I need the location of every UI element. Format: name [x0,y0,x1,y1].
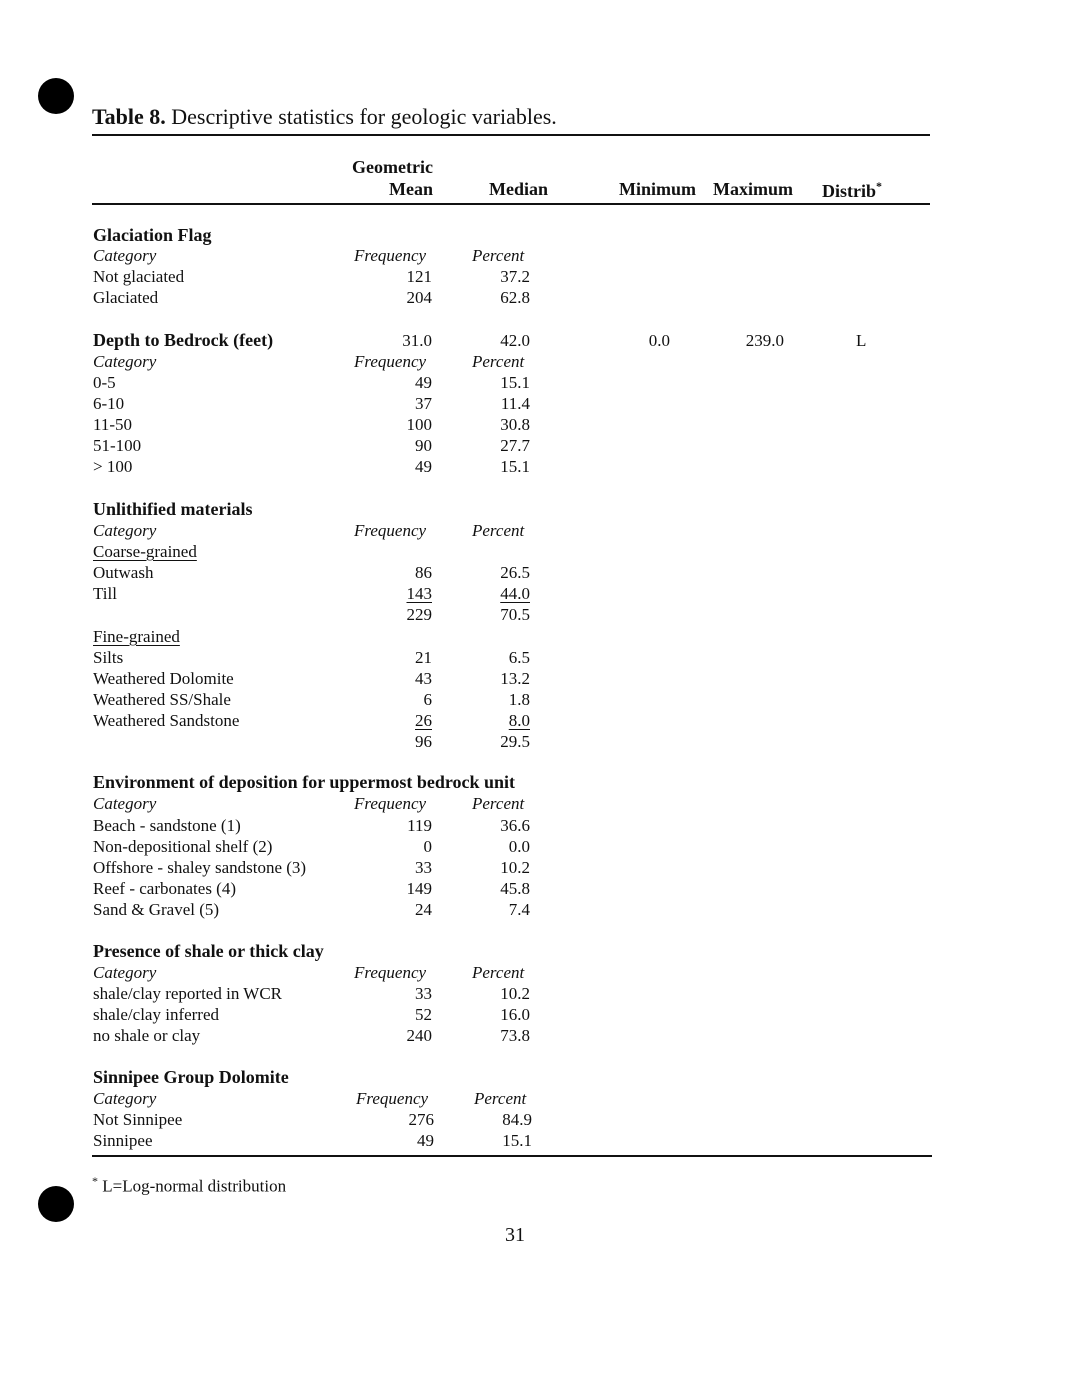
row-frequency: 149 [406,879,432,898]
row-label: Till [93,584,117,603]
row-label: 6-10 [93,394,125,413]
subheader-category: Category [93,352,157,371]
subheader-frequency: Frequency [354,352,427,371]
row-percent: 37.2 [500,267,530,286]
row-percent: 13.2 [500,669,530,688]
subtotal-frequency: 96 [415,732,432,751]
subheader-frequency: Frequency [354,794,427,813]
row-percent: 15.1 [500,373,530,392]
stat-distrib: L [856,331,867,350]
header-distrib [800,179,882,202]
row-frequency: 276 [408,1110,434,1129]
row-percent: 7.4 [508,900,530,919]
row-frequency: 21 [415,648,432,667]
row-label: shale/clay reported in WCR [93,984,282,1003]
row-percent: 30.8 [500,415,530,434]
stat-maximum: 239.0 [745,331,784,350]
row-percent: 6.5 [508,648,530,667]
stat-minimum: 0.0 [648,331,670,350]
subheader-frequency: Frequency [356,1089,429,1108]
row-label: Not Sinnipee [93,1110,183,1129]
row-percent: 26.5 [500,563,530,582]
row-frequency: 204 [406,288,432,307]
row-percent: 15.1 [500,457,530,476]
row-percent: 73.8 [500,1026,530,1045]
row-label: 51-100 [93,436,142,455]
subheader-frequency: Frequency [354,521,427,540]
header-distrib-mark: * [876,179,882,193]
stat-mean: 31.0 [402,331,432,350]
row-percent: 84.9 [502,1110,532,1129]
subtotal-frequency: 229 [406,605,432,624]
row-frequency: 33 [415,984,432,1003]
row-frequency: 24 [415,900,432,919]
row-frequency: 119 [407,816,432,835]
row-frequency: 90 [415,436,432,455]
subtotal-percent: 29.5 [500,732,530,751]
row-label: 0-5 [93,373,116,392]
bottom-rule [92,1155,932,1157]
row-percent: 27.7 [500,436,530,455]
row-percent [470,710,530,731]
section-title: Presence of shale or thick clay [93,941,324,961]
row-label: Non-depositional shelf (2) [93,837,273,856]
row-frequency: 121 [406,267,432,286]
row-label: 11-50 [93,415,133,434]
row-label: shale/clay inferred [93,1005,220,1024]
row-label: Sand & Gravel (5) [93,900,220,919]
subheader-category: Category [93,521,157,540]
row-percent [470,583,530,604]
row-label: Weathered Sandstone [93,711,240,730]
top-rule [92,134,930,136]
subheader-category: Category [93,246,157,265]
footnote-text: L=Log-normal distribution [102,1176,287,1196]
row-percent: 15.1 [502,1131,532,1150]
row-frequency: 52 [415,1005,432,1024]
header-geometric: Geometric [352,157,433,177]
row-label: Weathered SS/Shale [93,690,231,709]
row-frequency: 33 [415,858,432,877]
header-mean: Mean [389,179,433,199]
stat-median: 42.0 [500,331,530,350]
binder-hole-bottom [38,1186,74,1222]
row-label: Weathered Dolomite [93,669,234,688]
footnote [92,1174,286,1197]
row-percent: 1.8 [508,690,530,709]
section-title: Depth to Bedrock (feet) [93,330,274,350]
page-number: 31 [505,1224,525,1246]
subheader-frequency: Frequency [354,246,427,265]
row-frequency: 49 [417,1131,434,1150]
row-frequency: 49 [415,373,432,392]
row-frequency: 86 [415,563,432,582]
row-frequency: 43 [415,669,432,688]
group-name: Fine-grained [93,627,180,646]
subheader-category: Category [93,963,157,982]
group-name: Coarse-grained [93,542,197,561]
row-frequency: 0 [423,837,432,856]
row-percent: 10.2 [500,984,530,1003]
row-percent-value: 44.0 [500,584,530,603]
row-frequency: 49 [415,457,432,476]
subheader-percent: Percent [472,794,525,813]
section-title: Environment of deposition for uppermost bedrock unit [93,772,516,792]
subheader-category: Category [93,1089,157,1108]
row-label: Offshore - shaley sandstone (3) [93,858,307,877]
row-percent: 16.0 [500,1005,530,1024]
section-title: Unlithified materials [93,499,253,519]
footnote-mark: * [92,1174,98,1188]
subheader-percent: Percent [474,1089,527,1108]
row-frequency: 100 [406,415,432,434]
row-percent-value: 8.0 [508,711,530,730]
header-rule [92,203,930,205]
subheader-percent: Percent [472,963,525,982]
row-frequency [370,583,432,604]
row-label: Beach - sandstone (1) [93,816,241,835]
header-distrib-text: Distrib [822,181,876,201]
row-frequency: 37 [415,394,432,413]
subheader-frequency: Frequency [354,963,427,982]
row-frequency-value: 143 [406,584,432,603]
row-percent: 10.2 [500,858,530,877]
row-label: Outwash [93,563,154,582]
table-caption: Descriptive statistics for geologic variables. [171,104,557,129]
subheader-percent: Percent [472,246,525,265]
row-percent: 0.0 [508,837,530,856]
row-label: Not glaciated [93,267,185,286]
row-label: Silts [93,648,124,667]
row-label: > 100 [93,457,133,476]
row-frequency: 240 [406,1026,432,1045]
subheader-percent: Percent [472,352,525,371]
row-frequency-value: 26 [415,711,432,730]
header-minimum: Minimum [618,179,696,199]
subheader-percent: Percent [472,521,525,540]
header-maximum: Maximum [713,179,793,199]
header-median: Median [488,179,548,199]
binder-hole-top [38,78,74,114]
row-percent: 62.8 [500,288,530,307]
section-title: Glaciation Flag [93,225,212,245]
subtotal-percent: 70.5 [500,605,530,624]
row-frequency: 6 [423,690,432,709]
subheader-category: Category [93,794,157,813]
row-percent: 36.6 [500,816,530,835]
table-number: Table 8. [92,104,166,129]
row-label: no shale or clay [93,1026,201,1045]
row-percent: 11.4 [500,394,530,413]
row-label: Sinnipee [93,1131,153,1150]
section-title: Sinnipee Group Dolomite [93,1067,289,1087]
row-label: Reef - carbonates (4) [93,879,237,898]
row-frequency [370,710,432,731]
row-percent: 45.8 [500,879,530,898]
row-label: Glaciated [93,288,159,307]
table-title [92,104,557,130]
